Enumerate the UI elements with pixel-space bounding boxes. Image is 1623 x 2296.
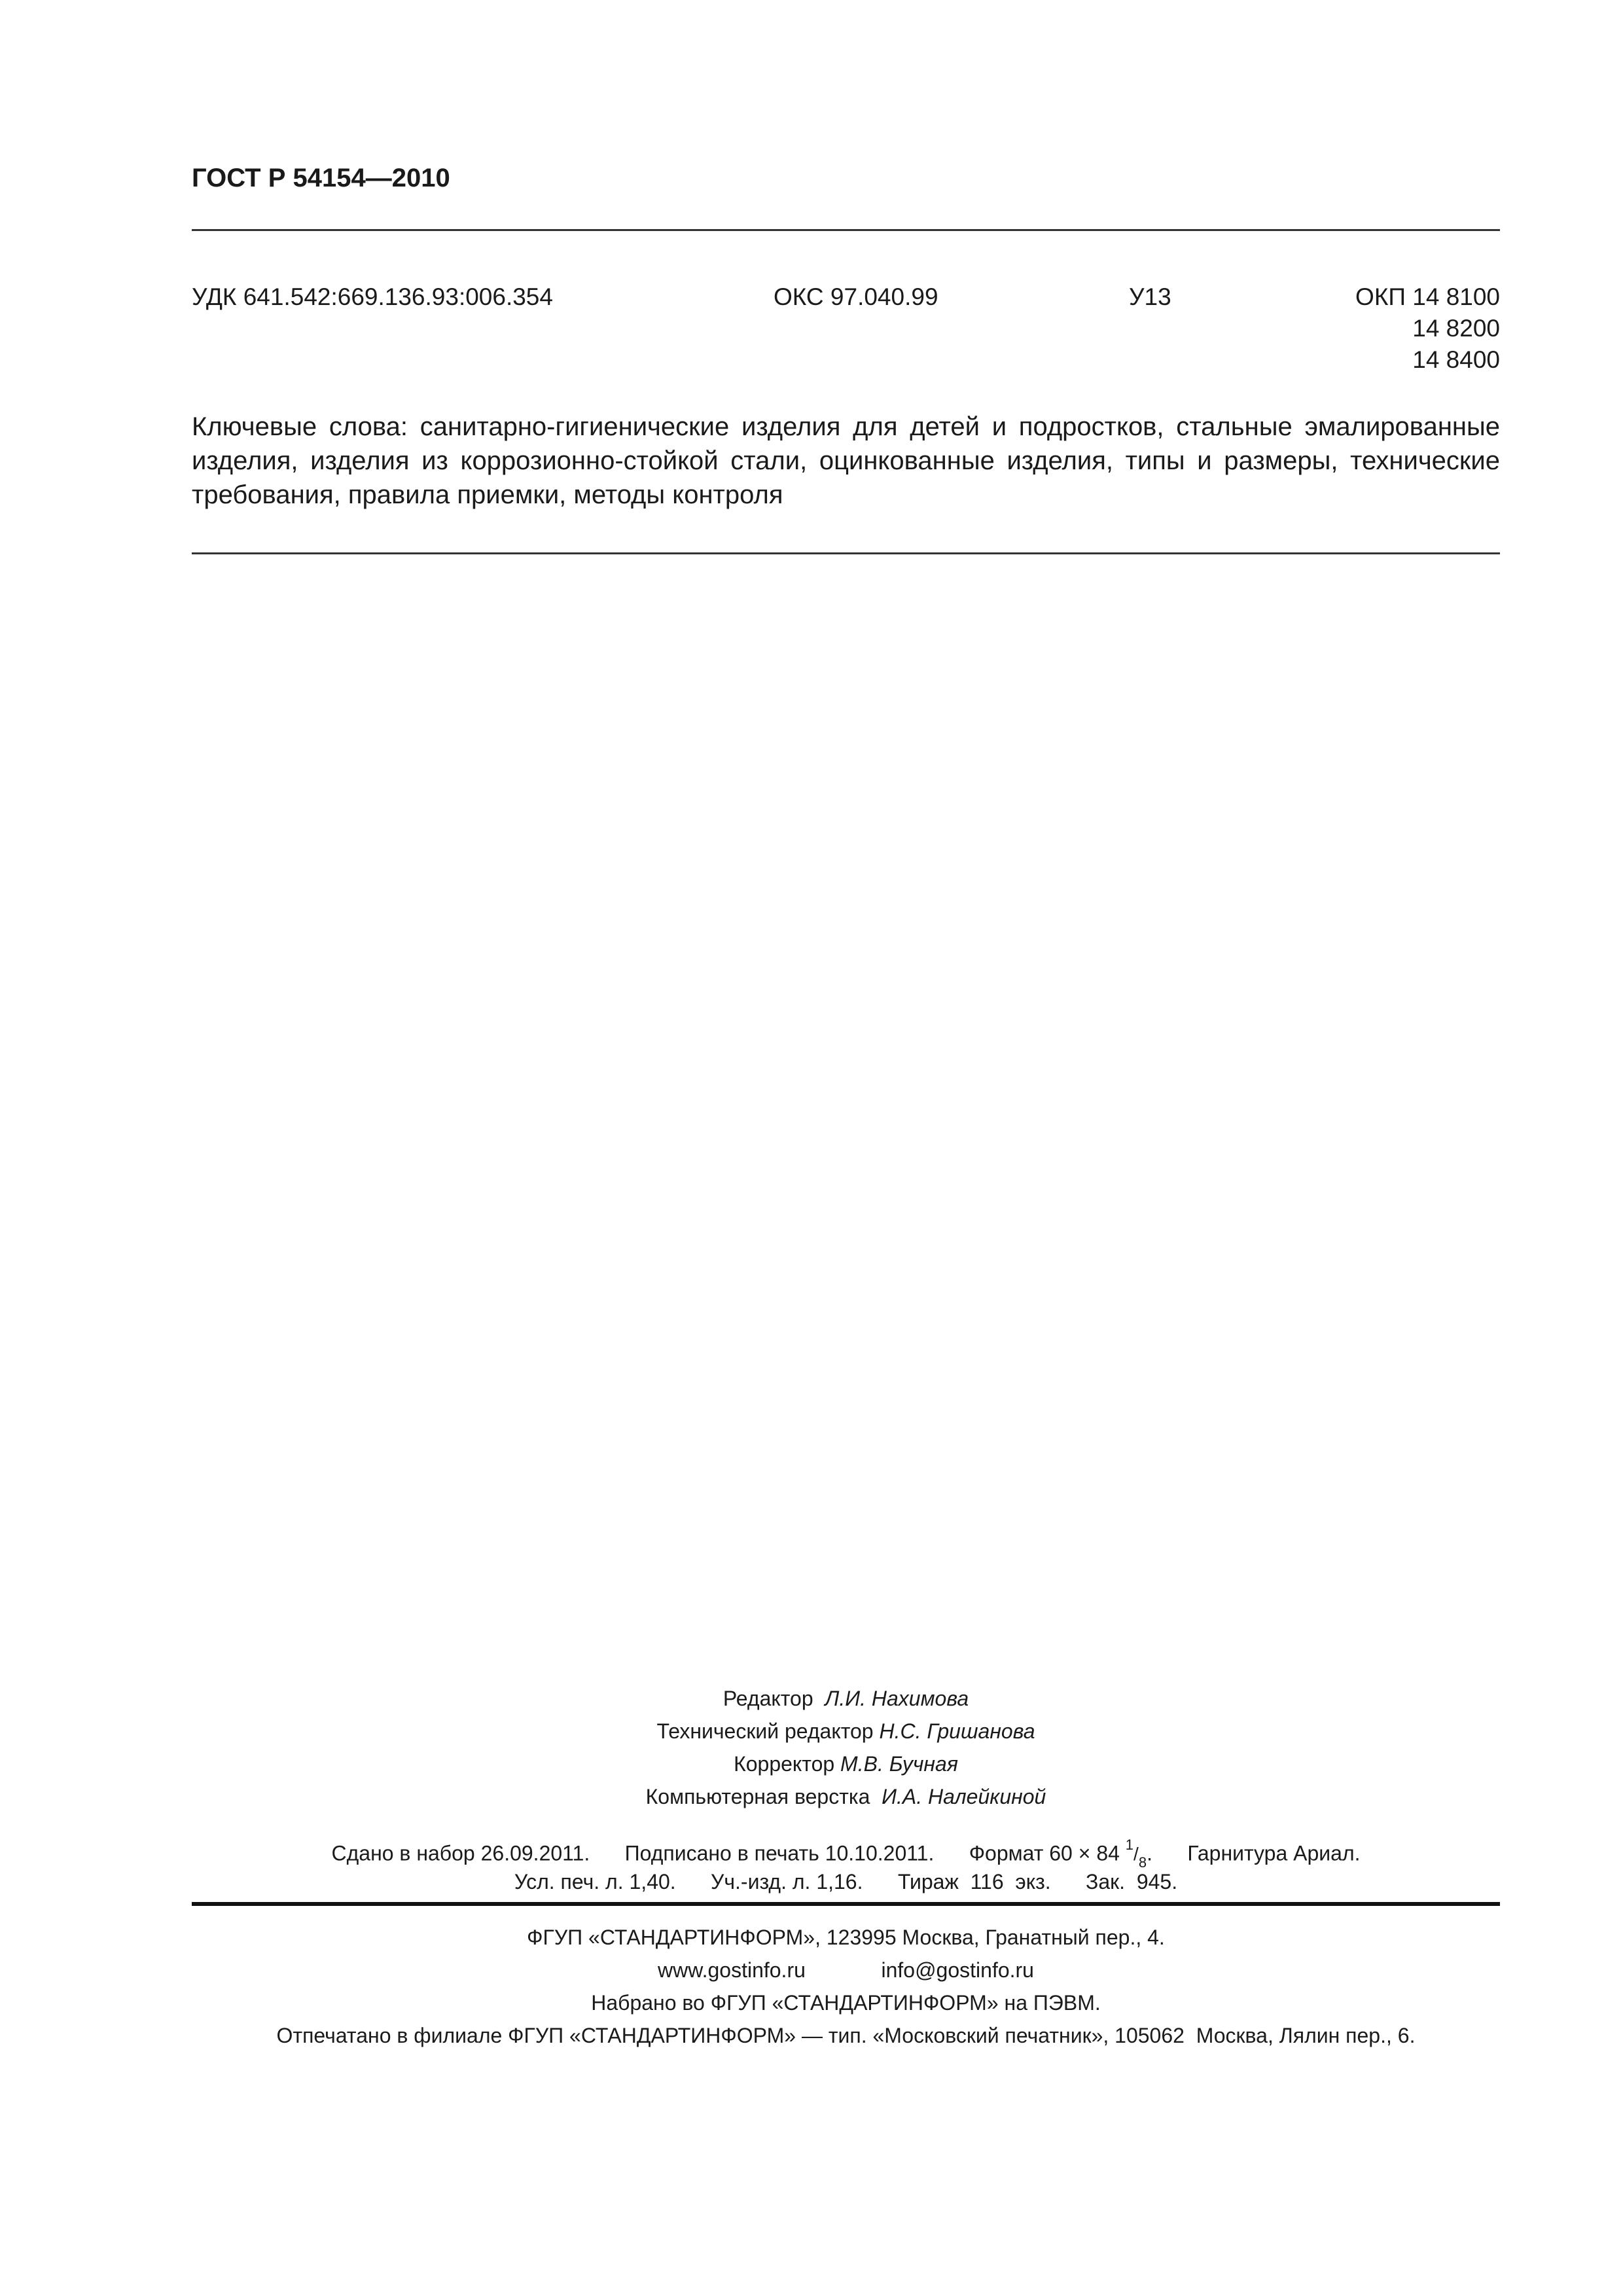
imprint-divider <box>192 1902 1500 1906</box>
printed-note: Отпечатано в филиале ФГУП «СТАНДАРТИНФОРМ» — тип. «Московский печатник», 105062 Москва, Лялин пер., 6. <box>276 2024 1416 2047</box>
publication-line-2: Усл. печ. л. 1,40. Уч.-изд. л. 1,16. Тираж 116 экз. Зак. 945. <box>514 1870 1178 1893</box>
credit-layout: Компьютерная верстка И.А. Налейкиной <box>645 1785 1046 1808</box>
okp-code-3: 14 8400 <box>1412 346 1500 373</box>
format-fraction: $^1/_8$ <box>1125 1837 1147 1871</box>
credit-editor: Редактор Л.И. Нахимова <box>722 1687 969 1710</box>
keywords-paragraph: Ключевые слова: санитарно-гигиенические изделия для детей и подростков, стальные эмалированные изделия, изделия из коррозионно-стойкой стали, оцинкованные изделия, типы и размеры, технические требования, правила приемки, методы контроля <box>192 412 1500 509</box>
typeset-note: Набрано во ФГУП «СТАНДАРТИНФОРМ» на ПЭВМ. <box>591 1991 1101 2015</box>
okp-code-1: ОКП 14 8100 <box>1355 283 1500 310</box>
contact-line <box>192 1954 1500 1986</box>
header-divider <box>192 229 1500 231</box>
publication-line-1: Сдано в набор 26.09.2011. Подписано в печать 10.10.2011. Формат 60 × 84 $^1/_8$. Гарнитура Ариал. <box>331 1837 1361 1871</box>
imprint-block <box>192 1921 1500 2052</box>
group-code: У13 <box>1129 283 1171 310</box>
publisher-address: ФГУП «СТАНДАРТИНФОРМ», 123995 Москва, Гранатный пер., 4. <box>527 1926 1165 1949</box>
credit-proofreader: Корректор М.В. Бучная <box>734 1752 958 1776</box>
okp-codes <box>1355 281 1500 376</box>
okp-code-2: 14 8200 <box>1412 315 1500 342</box>
document-title: ГОСТ Р 54154—2010 <box>192 164 450 192</box>
udk-code: УДК 641.542:669.136.93:006.354 <box>192 283 553 310</box>
credits-block <box>192 1682 1500 1813</box>
website-link[interactable]: www.gostinfo.ru <box>658 1958 806 1982</box>
email-link[interactable]: info@gostinfo.ru <box>881 1958 1034 1982</box>
keywords-divider <box>192 552 1500 554</box>
credit-tech-editor: Технический редактор Н.С. Гришанова <box>656 1719 1035 1743</box>
oks-code: ОКС 97.040.99 <box>774 283 938 310</box>
